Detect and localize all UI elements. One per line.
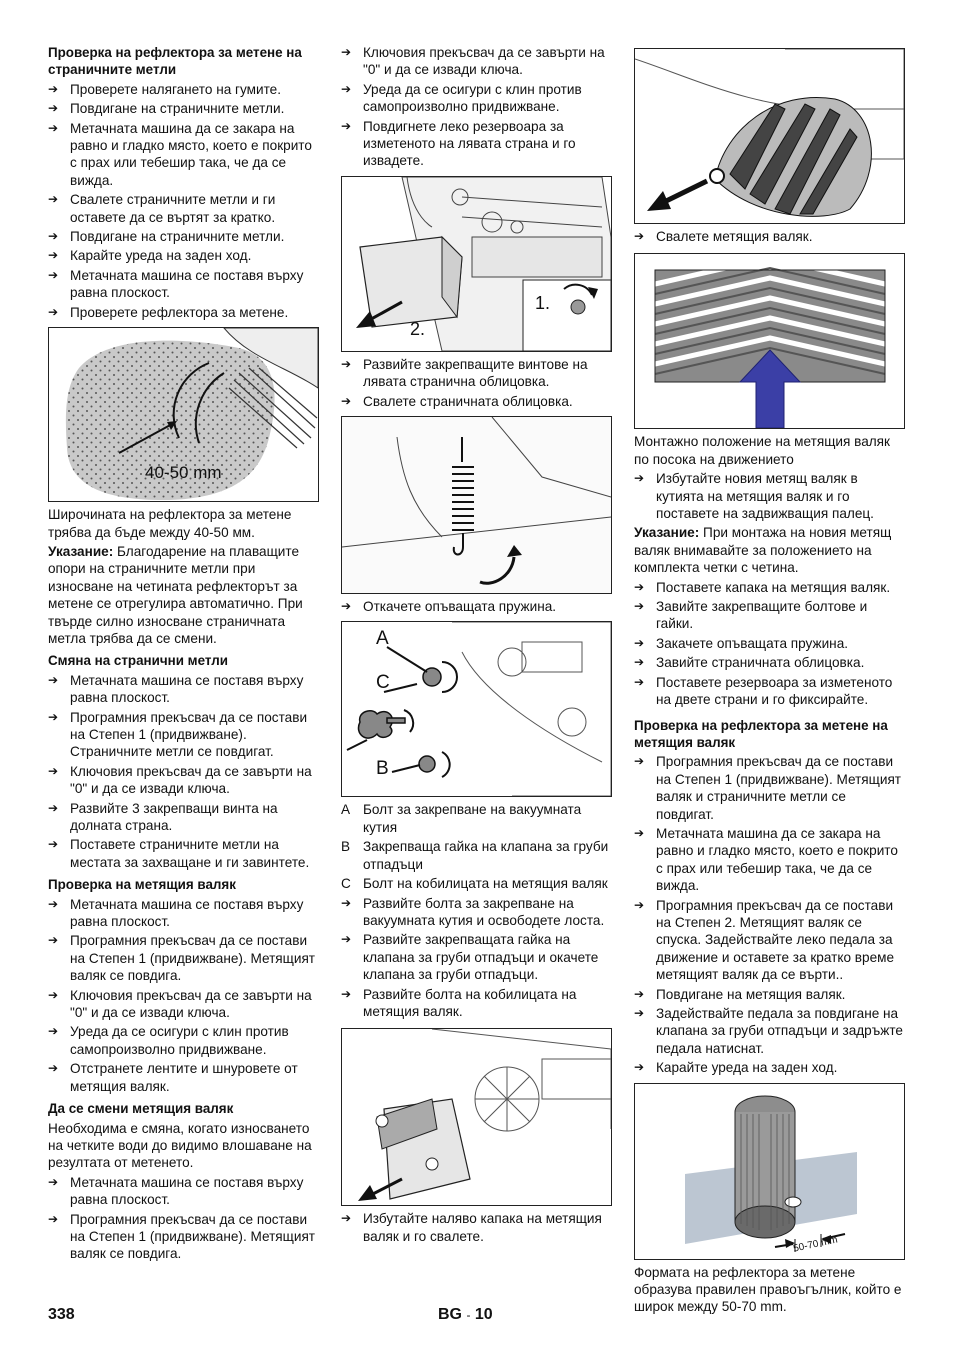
bullet-item xyxy=(634,654,906,671)
heading-replace-roller: Да се смени метящия валяк xyxy=(48,1101,234,1117)
bullet-list xyxy=(48,896,320,1095)
arrow-icon: ➔ xyxy=(634,599,645,614)
arrow-icon: ➔ xyxy=(48,896,59,911)
bullet-text: Избутайте наляво капака на метящия валяк и го свалете. xyxy=(363,1211,602,1244)
bullet-item xyxy=(48,1023,320,1058)
bullet-text: Развийте 3 закрепващи винта на долната страна. xyxy=(70,800,278,833)
legend-key: A xyxy=(341,802,351,818)
legend-item xyxy=(341,838,613,873)
arrow-icon: ➔ xyxy=(341,599,352,614)
separator: - xyxy=(466,1308,471,1322)
bullet-text: Повдигане на страничните метли. xyxy=(70,101,285,117)
arrow-icon: ➔ xyxy=(341,986,352,1001)
arrow-icon: ➔ xyxy=(634,897,645,912)
bullet-list xyxy=(634,228,906,245)
heading-roller-check: Проверка на метящия валяк xyxy=(48,877,236,893)
bullet-text: Избутайте новия метящ валяк в кутията на метящия валяк и го поставете на задвижващия палец. xyxy=(656,471,874,522)
column-1 xyxy=(48,44,320,1265)
arrow-icon: ➔ xyxy=(634,674,645,689)
bullet-text: Поставете страничните метли на местата за захващане и ги завинтете. xyxy=(70,837,310,870)
bullet-item xyxy=(48,304,320,321)
arrow-icon: ➔ xyxy=(48,709,59,724)
bullet-list xyxy=(634,470,906,522)
bullet-item xyxy=(341,931,613,983)
arrow-icon: ➔ xyxy=(48,229,59,244)
bullet-text: Развийте закрепващата гайка на клапана за груби отпадъци и окачете клапана за груби отпадъци. xyxy=(363,932,599,983)
legend-item xyxy=(341,875,613,892)
callout-b: B xyxy=(376,758,389,780)
arrow-icon: ➔ xyxy=(634,825,645,840)
dimension-label: 40-50 mm xyxy=(145,463,222,483)
bullet-text: Ключовия прекъсвач да се завърти на "0" и да се извади ключа. xyxy=(363,45,605,78)
figure-side-cover xyxy=(341,176,612,352)
bullet-item xyxy=(48,267,320,302)
bullet-text: Повдигнете леко резервоара за изметеното на лявата страна и го извадете. xyxy=(363,118,576,169)
bullet-text: Задействайте педала за повдигане на клапана за груби отпадъци и задръжте педала натиснат. xyxy=(656,1006,903,1056)
note-text: Благодарение на плаващите опори на страничните метли при износване на четината рефлекторът за метене се отрегулира автоматично. При твърде силно износване страничната метла трябва да се смени. xyxy=(48,543,303,646)
arrow-icon: ➔ xyxy=(48,1061,59,1076)
bullet-item xyxy=(48,1174,320,1209)
bullet-item xyxy=(48,709,320,761)
bullet-text: Ключовия прекъсвач да се завърти на "0" и да се извади ключа. xyxy=(70,763,312,797)
bullet-list xyxy=(341,895,613,1021)
bullet-item xyxy=(634,579,906,596)
bullet-text: Отстранете лентите и шнуровете от метящия валяк. xyxy=(70,1061,298,1094)
bullet-text: Метачната машина се поставя върху равна плоскост. xyxy=(70,1174,304,1208)
bullet-item xyxy=(48,191,320,226)
arrow-icon: ➔ xyxy=(48,933,59,948)
bullet-item xyxy=(634,470,906,522)
arrow-icon: ➔ xyxy=(634,1006,645,1020)
note xyxy=(48,543,320,647)
bullet-item xyxy=(48,672,320,707)
paragraph: Необходима е смяна, когато износването на четките води до видимо влошаване на резултата от метенето. xyxy=(48,1120,312,1171)
bullet-text: Повдигане на метящия валяк. xyxy=(656,986,846,1002)
bullet-text: Проверете налягането на гумите. xyxy=(70,81,282,97)
arrow-icon: ➔ xyxy=(48,304,59,319)
bullet-text: Поставете капака на метящия валяк. xyxy=(656,579,891,595)
bullet-text: Метачната машина да се закара на равно и гладко място, което е покрито с прах или тебешир така, че да се вижда. xyxy=(70,120,312,188)
arrow-icon: ➔ xyxy=(48,987,59,1002)
legend-key: B xyxy=(341,839,351,855)
arrow-icon: ➔ xyxy=(634,986,645,1001)
callout-a: A xyxy=(376,628,389,650)
roller-orientation-illustration xyxy=(635,254,904,428)
bullet-item xyxy=(634,1059,906,1076)
bullet-text: Развийте болта за закрепване на вакуумната кутия и освободете лоста. xyxy=(363,895,605,928)
bullet-item xyxy=(341,81,613,116)
bullet-list xyxy=(48,81,320,321)
roller-cover-illustration xyxy=(342,1029,611,1205)
arrow-icon: ➔ xyxy=(341,356,352,371)
arrow-icon: ➔ xyxy=(634,655,645,670)
bullet-item xyxy=(48,836,320,871)
bullet-text: Програмния прекъсвач да се постави на Степен 1 (придвижване). Метящият валяк се повдига. xyxy=(70,933,316,984)
bullet-item xyxy=(48,228,320,245)
note xyxy=(634,524,906,576)
arrow-icon: ➔ xyxy=(634,635,645,650)
bullet-item xyxy=(48,800,320,835)
bullet-item xyxy=(634,897,906,984)
legend-text: Болт за закрепване на вакуумната кутия xyxy=(363,802,582,835)
side-cover-illustration xyxy=(342,177,611,351)
bullet-list xyxy=(341,44,613,170)
figure-roller-orientation xyxy=(634,253,905,429)
figure-roller-mirror xyxy=(634,1083,905,1260)
bullet-item xyxy=(48,1060,320,1095)
bullet-text: Метачната машина да се закара на равно и гладко място, което е покрито с прах или тебешир така, че да се вижда. xyxy=(656,825,898,894)
bullet-item xyxy=(48,896,320,931)
heading-roller-mirror: Проверка на рефлектора за метене на метящия валяк xyxy=(634,717,888,750)
bullet-item xyxy=(341,598,613,615)
figure-roller-cover xyxy=(341,1028,612,1206)
bullet-item xyxy=(341,895,613,930)
bullet-text: Свалете страничните метли и ги оставете да се въртят за кратко. xyxy=(70,192,276,225)
figure-remove-roller xyxy=(634,48,905,224)
bullet-item xyxy=(634,753,906,823)
bullet-item xyxy=(48,932,320,984)
arrow-icon: ➔ xyxy=(48,837,59,852)
bullet-item xyxy=(48,120,320,190)
legend-list xyxy=(341,801,613,892)
figure-side-brush-mirror xyxy=(48,327,319,502)
arrow-icon: ➔ xyxy=(48,672,59,687)
arrow-icon: ➔ xyxy=(48,1024,59,1039)
bullet-list xyxy=(48,672,320,871)
bullet-text: Развийте закрепващите винтове на лявата странична облицовка. xyxy=(363,356,588,390)
bullet-text: Свалете страничната облицовка. xyxy=(363,393,573,409)
bullet-item xyxy=(634,674,906,709)
bullet-text: Развийте болта на кобилицата на метящия валяк. xyxy=(363,986,577,1019)
bullet-item xyxy=(341,356,613,391)
arrow-icon: ➔ xyxy=(48,248,59,263)
bullet-text: Метачната машина се поставя върху равна плоскост. xyxy=(70,896,304,930)
bullet-list xyxy=(634,753,906,1076)
bullet-text: Програмния прекъсвач да се постави на Степен 1 (придвижване). Страничните метли се повдигат. xyxy=(70,709,308,760)
figure-bolts xyxy=(341,621,612,797)
bullet-item xyxy=(48,1211,320,1263)
bullet-item xyxy=(341,1210,613,1245)
arrow-icon: ➔ xyxy=(48,101,59,116)
bullet-item xyxy=(634,635,906,652)
bullet-item xyxy=(634,825,906,895)
arrow-icon: ➔ xyxy=(634,579,645,594)
bullet-text: Поставете резервоара за изметеното на двете страни и го фиксирайте. xyxy=(656,674,893,708)
callout-c: C xyxy=(376,672,390,694)
note-label: Указание: xyxy=(634,525,700,541)
step-label-2: 2. xyxy=(410,318,426,339)
arrow-icon: ➔ xyxy=(341,118,352,133)
legend-item xyxy=(341,801,613,836)
arrow-icon: ➔ xyxy=(341,45,352,59)
section-page: 10 xyxy=(474,1306,493,1323)
arrow-icon: ➔ xyxy=(48,800,59,815)
bullet-item xyxy=(634,1005,906,1057)
bullet-item xyxy=(341,393,613,410)
bullet-text: Програмния прекъсвач да се постави на Степен 1 (придвижване). Метящият валяк се повдига. xyxy=(70,1211,316,1262)
bullet-text: Завийте страничната облицовка. xyxy=(656,655,865,671)
bullet-text: Програмния прекъсвач да се постави на Степен 2. Метящият валяк се спуска. Задействайте леко педала за движение и оставете за кратко време метящият валяк да се върти.. xyxy=(656,897,895,983)
bullet-item xyxy=(341,118,613,170)
arrow-icon: ➔ xyxy=(48,192,59,207)
bullet-item xyxy=(48,247,320,264)
legend-text: Болт на кобилицата на метящия валяк xyxy=(363,876,608,892)
arrow-icon: ➔ xyxy=(634,754,645,769)
bullet-text: Програмния прекъсвач да се постави на Степен 1 (придвижване). Метящият валяк и страничните метли се повдигат. xyxy=(656,754,902,822)
bullet-list xyxy=(341,356,613,410)
bullet-item xyxy=(341,44,613,79)
bullet-item xyxy=(634,228,906,245)
bullet-item xyxy=(634,986,906,1003)
remove-roller-illustration xyxy=(635,49,904,223)
section-footer xyxy=(438,1306,493,1324)
arrow-icon: ➔ xyxy=(48,120,59,135)
arrow-icon: ➔ xyxy=(341,895,352,910)
bullet-text: Карайте уреда на заден ход. xyxy=(70,248,252,264)
bullet-text: Карайте уреда на заден ход. xyxy=(656,1060,838,1076)
note-text: При монтажа на новия метящ валяк внимавайте за положението на комплекта четки с четина. xyxy=(634,525,892,576)
arrow-icon: ➔ xyxy=(341,393,352,408)
bullet-text: Закачете опъващата пружина. xyxy=(656,635,849,651)
bullet-text: Уреда да се осигури с клин против самопроизволно придвижване. xyxy=(363,81,582,115)
bullet-text: Повдигане на страничните метли. xyxy=(70,229,285,245)
bullet-item xyxy=(48,987,320,1022)
arrow-icon: ➔ xyxy=(634,471,645,486)
roller-mirror-illustration xyxy=(635,1084,904,1259)
heading-side-brush-check: Проверка на рефлектора за метене на страничните метли xyxy=(48,45,302,78)
column-2 xyxy=(341,44,613,1247)
bullet-text: Ключовия прекъсвач да се завърти на "0" и да се извади ключа. xyxy=(70,987,312,1021)
bullet-text: Завийте закрепващите болтове и гайки. xyxy=(656,599,868,632)
arrow-icon: ➔ xyxy=(48,1174,59,1189)
column-3 xyxy=(634,44,906,1318)
heading-replace-side-brush: Смяна на странични метли xyxy=(48,653,228,669)
legend-key: C xyxy=(341,876,351,892)
bullet-list xyxy=(48,1174,320,1263)
language-code: BG xyxy=(438,1306,462,1323)
arrow-icon: ➔ xyxy=(48,763,59,778)
caption: Формата на рефлектора за метене образува правилен правоъгълник, който е широк между 50-70 mm. xyxy=(634,1264,902,1315)
tension-spring-illustration xyxy=(342,417,611,593)
bullet-item xyxy=(48,100,320,117)
bullet-text: Уреда да се осигури с клин против самопроизволно придвижване. xyxy=(70,1024,289,1057)
caption: Монтажно положение на метящия валяк по посока на движението xyxy=(634,434,890,467)
arrow-icon: ➔ xyxy=(48,267,59,282)
bullet-item xyxy=(634,598,906,633)
step-label-1: 1. xyxy=(535,292,551,313)
bullet-list xyxy=(341,1210,613,1245)
paragraph: Широчината на рефлектора за метене трябва да бъде между 40-50 мм. xyxy=(48,507,292,540)
bullet-text: Откачете опъващата пружина. xyxy=(363,599,557,615)
arrow-icon: ➔ xyxy=(341,81,352,96)
dimension-label: 50-70 mm xyxy=(792,1234,839,1255)
arrow-icon: ➔ xyxy=(634,1060,645,1075)
arrow-icon: ➔ xyxy=(341,1211,352,1226)
legend-text: Закрепваща гайка на клапана за груби отпадъци xyxy=(363,839,609,872)
bullet-item xyxy=(341,986,613,1021)
bullet-text: Свалете метящия валяк. xyxy=(656,229,813,244)
figure-spring xyxy=(341,416,612,594)
bullet-list xyxy=(341,598,613,615)
bullet-item xyxy=(48,81,320,98)
bullet-text: Проверете рефлектора за метене. xyxy=(70,304,289,320)
page-number: 338 xyxy=(48,1306,75,1323)
bullet-text: Метачната машина се поставя върху равна плоскост. xyxy=(70,672,304,706)
bullet-list xyxy=(634,579,906,709)
bullet-text: Метачната машина се поставя върху равна плоскост. xyxy=(70,267,304,301)
note-label: Указание: xyxy=(48,543,114,559)
arrow-icon: ➔ xyxy=(634,229,645,243)
arrow-icon: ➔ xyxy=(48,1211,59,1226)
bullet-item xyxy=(48,763,320,798)
arrow-icon: ➔ xyxy=(341,932,352,947)
arrow-icon: ➔ xyxy=(48,81,59,96)
